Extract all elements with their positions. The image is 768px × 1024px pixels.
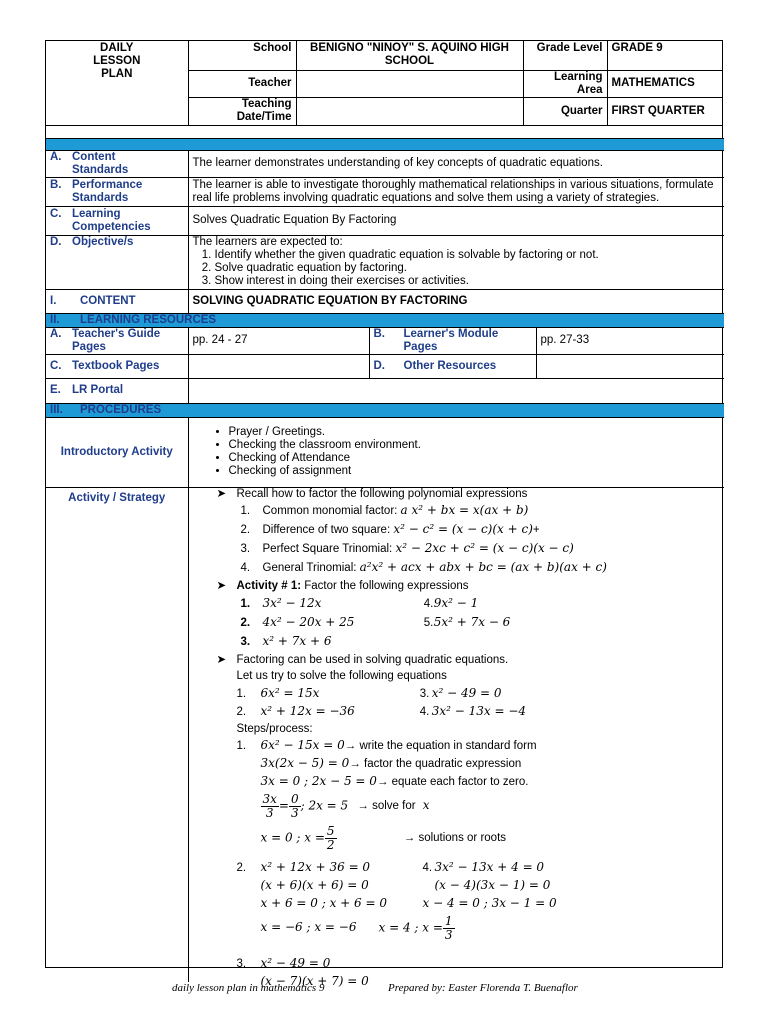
textbook-label: C. Textbook Pages [46,354,188,378]
performance-standards-text: The learner is able to investigate thoroughly mathematical relationships in various situations, formulate real life problems involving quadratic equations and solve them using a variety of strategies. [188,177,724,206]
lr-portal-row [46,378,724,403]
teachers-guide-label: A. Teacher's Guide Pages [46,327,188,354]
step1-line1: 1. 6x² − 15x = 0→ write the equation in standard form [236,737,537,752]
objective-item: 1. Identify whether the given quadratic equation is solvable by factoring or not. [215,249,721,262]
teaching-label-line-1: Teaching [241,98,292,110]
activity1-row: 3. x² + 7x + 6 [240,633,332,648]
dlp-title [46,41,188,125]
teaching-date-label [188,97,296,125]
performance-standards-row [46,177,724,206]
learning-competencies-row [46,206,724,235]
intro-item: • Checking the classroom environment. [229,439,721,452]
try-note: Let us try to solve the following equations [236,669,447,682]
school-label: School [188,41,296,70]
content-standards-row [46,150,724,177]
grade-level-value: GRADE 9 [607,41,723,70]
intro-item: • Checking of assignment [229,465,721,478]
arrow-bullet-icon: ➤ [216,579,227,592]
arrow-bullet-icon: ➤ [216,653,227,666]
step3-line1: 3. x² − 49 = 0 [236,955,331,970]
learning-competencies-text: Solves Quadratic Equation By Factoring [188,206,724,235]
introductory-label: Introductory Activity [46,417,188,487]
teachers-guide-value: pp. 24 - 27 [188,327,369,354]
content-label: I. CONTENT [46,289,188,313]
objectives-list [193,249,721,288]
school-value-line-1: BENIGNO "NINOY" S. AQUINO HIGH [310,42,509,54]
equation-row: 1. 6x² = 15x 3. x² − 49 = 0 [236,685,502,700]
step2-block: 2. x² + 12x + 36 = 0 (x + 6)(x + 6) = 0 x + 6 = 0 ; x + 6 = 0 x = −6 ; x = −6 [236,859,387,934]
grade-level-label: Grade Level [523,41,607,70]
recall-item: 4. General Trinomial: a²x² + acx + abx + bc = (ax + b)(ax + c) [240,559,607,574]
recall-item: 3. Perfect Square Trinomial: x² − 2xc + c² = (x − c)(x − c) [240,540,574,555]
quarter-value: FIRST QUARTER [607,97,723,125]
lr-portal-value [188,378,724,403]
activity1-text: Factor the following expressions [301,579,469,592]
intro-item: • Checking of Attendance [229,452,721,465]
footer-right: Prepared by: Easter Florenda T. Buenaflor [388,982,578,994]
teaching-label-line-2: Date/Time [236,111,292,123]
objective-item: 2. Solve quadratic equation by factoring. [215,262,721,275]
step3-line2: (x − 7)(x + 7) = 0 [260,973,369,988]
textbook-row [46,354,724,378]
content-row [46,289,724,313]
objectives-text: The learners are expected to: 1. Identify whether the given quadratic equation is solvable by factoring or not. 2. Solve quadratic equation by factoring. 3. Show interest in doing their exercises or activities. [188,235,724,289]
activity1-row: 2. 4x² − 20x + 25 5.5x² + 7x − 6 [240,614,511,629]
school-value-line-2: SCHOOL [384,55,435,67]
intro-item: • Prayer / Greetings. [229,426,721,439]
introductory-row [46,417,724,487]
steps-label: Steps/process: [236,722,313,735]
activity1-row: 1. 3x² − 12x 4.9x² − 1 [240,595,479,610]
textbook-value [188,354,369,378]
learning-resources-bar: II. LEARNING RESOURCES [46,313,724,327]
performance-standards-label: B. Performance Standards [46,177,188,206]
content-standards-label: A. Content Standards [46,150,188,177]
step4-block: 4. 3x² − 13x + 4 = 0 (x − 4)(3x − 1) = 0 x − 4 = 0 ; 3x − 1 = 0 x = 4 ; x = $\frac{1}{3}$ [378,859,557,942]
learners-module-value: pp. 27-33 [536,327,724,354]
step1-line3: 3x = 0 ; 2x − 5 = 0→ equate each factor to zero. [260,773,529,788]
recall-item: 2. Difference of two square: x² − c² = (x − c)(x + c)+ [240,521,540,536]
teacher-value [296,70,523,97]
dlp-title-line-1: DAILY [100,42,134,54]
step1-line2: 3x(2x − 5) = 0→ factor the quadratic expression [260,755,522,770]
lr-portal-label: E. LR Portal [46,378,188,403]
footer-left: daily lesson plan in mathematics 9 [172,982,325,994]
dlp-title-line-3: PLAN [101,68,133,80]
learners-module-label: B. Learner's Module Pages [369,327,536,354]
equation-row: 2. x² + 12x = −36 4. 3x² − 13x = −4 [236,703,527,718]
content-standards-text: The learner demonstrates understanding of key concepts of quadratic equations. [188,150,724,177]
step1-line5: x = 0 ; x = $\frac{5}{2}$ → solutions or roots [260,823,507,852]
content-text: SOLVING QUADRATIC EQUATION BY FACTORING [188,289,724,313]
header-table [46,41,723,126]
activity1-label: Activity # 1: [236,579,302,592]
steps-2-and-4 [217,861,721,955]
guide-row [46,327,724,354]
factoring-note: Factoring can be used in solving quadratic equations. [236,653,509,666]
activity-row [46,487,724,982]
objective-item: 3. Show interest in doing their exercises or activities. [215,275,721,288]
introductory-content [188,417,724,487]
objectives-row [46,235,724,289]
section-bar [46,138,724,150]
other-resources-label: D. Other Resources [369,354,536,378]
recall-text: Recall how to factor the following polynomial expressions [236,487,528,500]
procedures-bar: III. PROCEDURES [46,403,724,417]
objectives-label: D. Objective/s [46,235,188,289]
arrow-bullet-icon: ➤ [216,487,227,500]
quarter-label: Quarter [523,97,607,125]
learning-area-label: Learning Area [523,70,607,97]
school-value [296,41,523,70]
learning-area-value: MATHEMATICS [607,70,723,97]
other-resources-value [536,354,724,378]
learning-competencies-label: C. Learning Competencies [46,206,188,235]
dlp-title-line-2: LESSON [93,55,141,67]
activity-label: Activity / Strategy [46,487,188,982]
teaching-date-value [296,97,523,125]
introductory-list [215,426,721,478]
recall-item: 1. Common monomial factor: a x² + bx = x(ax + b) [240,502,529,517]
step1-line4: $\frac{3x}{3}$ = $\frac{0}{3}$ ; 2x = 5 → solve for x [262,791,430,820]
teacher-label: Teacher [188,70,296,97]
